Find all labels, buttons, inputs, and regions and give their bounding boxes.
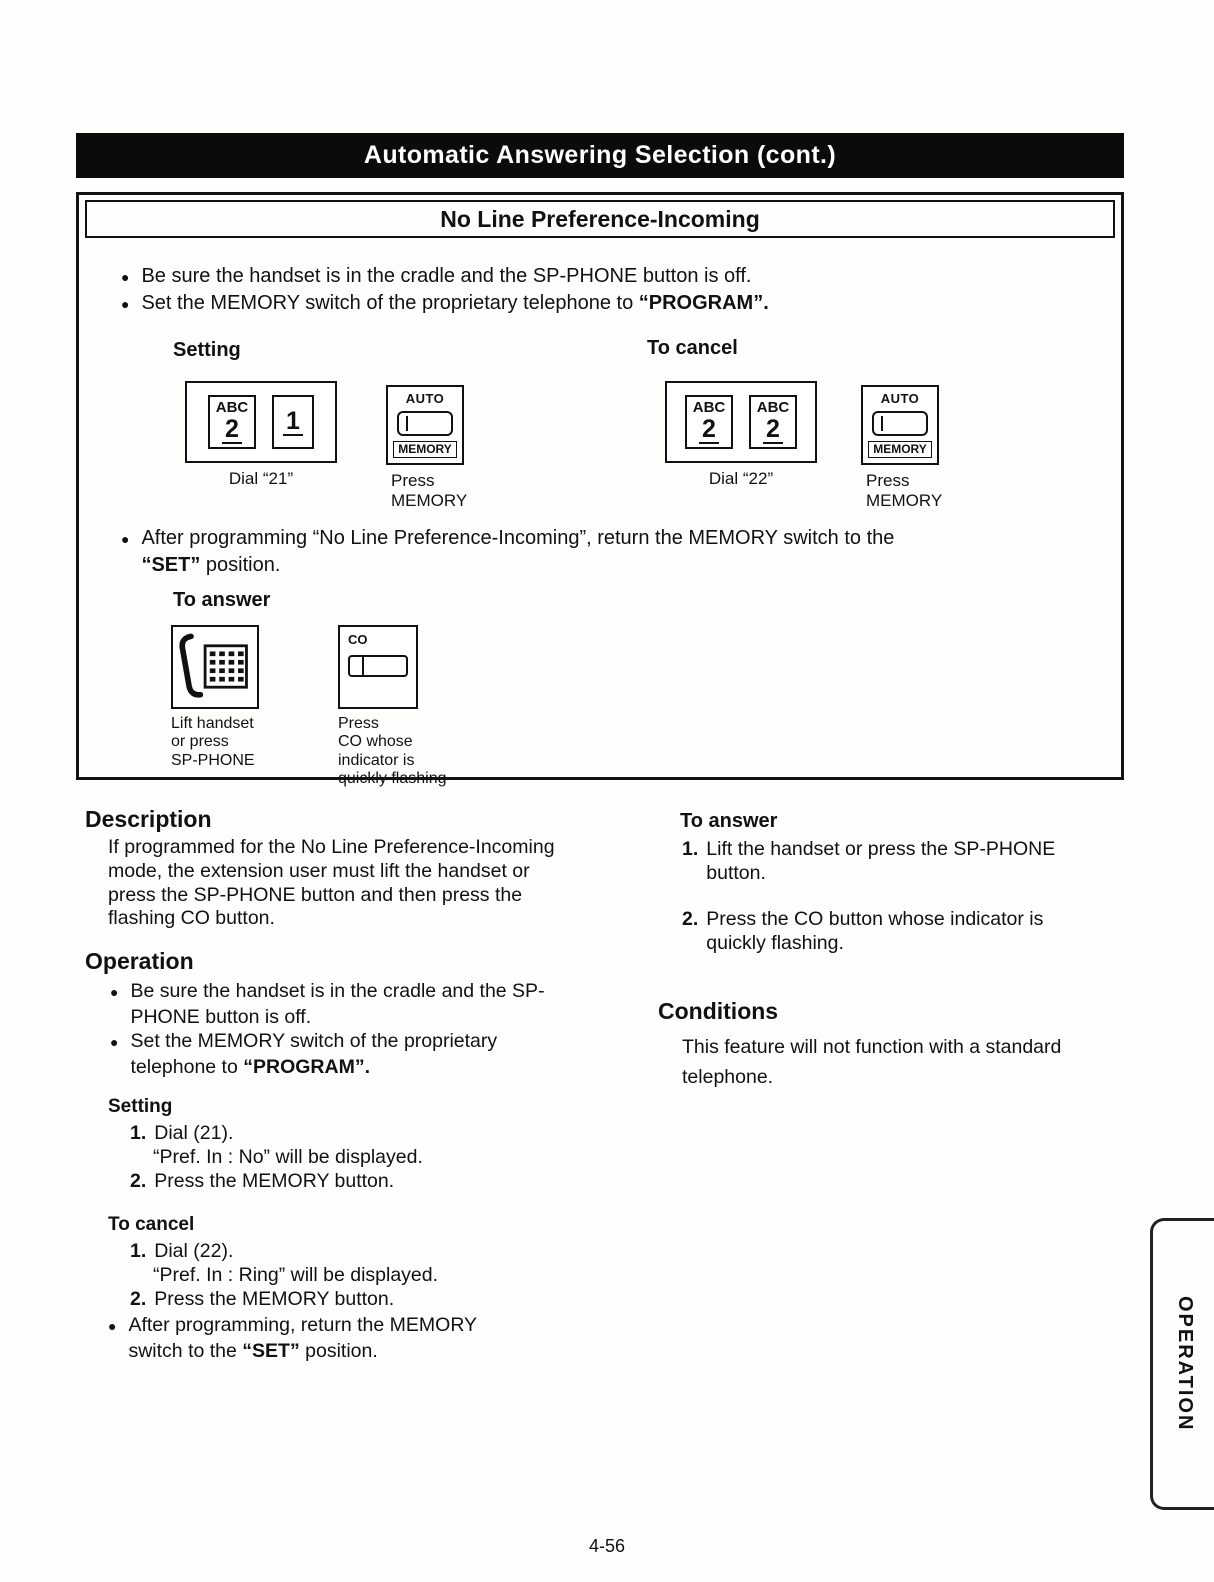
bullet-item (121, 290, 1081, 317)
step-row (130, 1240, 550, 1264)
answer-step-2 (682, 908, 1090, 956)
answer-label: To answer (173, 589, 271, 611)
bullet-item (110, 1028, 550, 1081)
bullet-item (108, 1312, 498, 1365)
step-number: 1. (130, 1240, 147, 1262)
bullet-text-post: position. (299, 1340, 378, 1363)
description-body: If programmed for the No Line Preference-Incoming mode, the extension user must lift the handset or press the SP-PHONE button and then press the flashing CO button. (108, 836, 555, 930)
bullet-icon: ● (110, 1034, 119, 1050)
step-text: Dial (21). (154, 1122, 234, 1144)
cancel-subheading: To cancel (108, 1214, 195, 1235)
phone-icon-box (171, 625, 259, 709)
after-line1: After programming “No Line Preference-Incoming”, return the MEMORY switch to the (141, 527, 895, 549)
key-2-label: 2 (763, 416, 783, 444)
step-number: 1. (130, 1122, 147, 1144)
step-number: 2. (130, 1169, 147, 1192)
bullet-item (121, 263, 1081, 290)
phone-icon (173, 627, 256, 706)
step-row (130, 1170, 550, 1194)
bullet-icon: ● (121, 296, 130, 312)
page-number: 4-56 (588, 1536, 626, 1556)
step-row (130, 1288, 550, 1312)
step-number: 2. (130, 1287, 147, 1310)
slider-notch-icon (881, 416, 883, 431)
bullet-text-plain: Set the MEMORY switch of the proprietary telephone to (141, 292, 639, 314)
description-heading: Description (85, 806, 212, 832)
bullet-text-plain: After programming, return the MEMORY switch to the (128, 1314, 477, 1363)
key-1-button (272, 395, 314, 449)
step-row (682, 838, 1090, 886)
key-2-button (749, 395, 797, 449)
step-text: Press the MEMORY button. (154, 1169, 395, 1192)
bullet-text (141, 290, 768, 317)
bullet-icon: ● (121, 531, 130, 547)
memory-slider-icon (872, 411, 928, 436)
answer-heading: To answer (680, 810, 778, 832)
caption-line: indicator is (338, 751, 415, 769)
key-2-button (208, 395, 256, 449)
panel-title-box (85, 200, 1115, 238)
after-post: position. (200, 554, 281, 576)
step-number: 1. (682, 838, 699, 860)
after-programming-bullet (121, 525, 1081, 579)
panel-bullets (121, 263, 1081, 317)
bullet-text-bold: “PROGRAM”. (638, 292, 769, 314)
step-text: Press the CO button whose indicator is quickly flashing. (706, 908, 1044, 954)
bullet-text (141, 525, 894, 579)
side-tab-label: OPERATION (1174, 1296, 1196, 1432)
step-number: 2. (682, 908, 699, 930)
auto-label: AUTO (880, 391, 920, 406)
memory-switch (386, 385, 464, 465)
step-row (682, 908, 1090, 956)
press-co-caption (338, 715, 447, 789)
step-note: “Pref. In : Ring” will be displayed. (153, 1263, 439, 1286)
slider-notch-icon (406, 416, 408, 431)
setting-steps (130, 1122, 550, 1193)
co-button-box (338, 625, 418, 709)
after-programming-note (108, 1312, 498, 1365)
feature-panel (76, 192, 1124, 788)
caption-line: Press (338, 715, 379, 732)
dial-21-keys (185, 381, 337, 463)
answer-step-1 (682, 838, 1090, 886)
bullet-text (128, 1312, 498, 1365)
step-text: Dial (22). (154, 1240, 234, 1262)
operation-heading: Operation (85, 948, 194, 974)
section-header (76, 133, 1124, 178)
bullet-text-bold: “PROGRAM”. (243, 1056, 370, 1079)
conditions-body: This feature will not function with a standard telephone. (682, 1036, 1062, 1089)
step-row (130, 1122, 550, 1146)
bullet-icon: ● (110, 984, 119, 1000)
bullet-item (110, 978, 550, 1031)
caption-line: or press (171, 733, 229, 751)
cancel-steps (130, 1240, 550, 1311)
key-1-label: 1 (283, 408, 303, 436)
co-button-icon (348, 655, 408, 677)
press-line: Press (391, 471, 435, 490)
bullet-text: Be sure the handset is in the cradle and the SP-PHONE button is off. (141, 265, 752, 287)
lift-handset-caption (171, 715, 255, 770)
setting-subheading: Setting (108, 1096, 173, 1117)
memory-line: MEMORY (391, 490, 468, 510)
bullet-icon: ● (121, 269, 130, 285)
press-memory-caption (391, 471, 467, 510)
operation-bullet-1 (110, 978, 550, 1031)
key-2-label: 2 (222, 416, 242, 444)
press-memory-caption (866, 471, 942, 510)
panel-title: No Line Preference-Incoming (440, 205, 760, 232)
memory-line: MEMORY (866, 490, 943, 510)
caption-line: quickly flashing (338, 770, 447, 788)
key-abc-label: ABC (215, 399, 249, 416)
co-label: CO (348, 632, 368, 647)
dial-22-keys (665, 381, 817, 463)
press-line: Press (866, 471, 910, 490)
bullet-text (130, 1028, 550, 1081)
key-2-label: 2 (699, 416, 719, 444)
key-2-button (685, 395, 733, 449)
bullet-text-bold: “SET” (242, 1340, 300, 1363)
memory-switch (861, 385, 939, 465)
caption-line: CO whose (338, 733, 413, 751)
dial-21-caption: Dial “21” (228, 469, 294, 488)
setting-label: Setting (173, 339, 241, 361)
auto-label: AUTO (405, 391, 445, 406)
step-text: Press the MEMORY button. (154, 1287, 395, 1310)
key-abc-label: ABC (756, 399, 790, 416)
conditions-heading: Conditions (658, 998, 779, 1024)
memory-label: MEMORY (868, 441, 932, 458)
bullet-text-plain: Set the MEMORY switch of the proprietary telephone to (130, 1030, 498, 1079)
after-bold: “SET” (141, 554, 201, 576)
caption-line: Lift handset (171, 715, 254, 732)
step-note: “Pref. In : No” will be displayed. (153, 1145, 423, 1168)
caption-line: SP-PHONE (171, 751, 255, 769)
dial-22-caption: Dial “22” (708, 469, 774, 488)
co-notch-icon (350, 657, 364, 675)
operation-bullet-2 (110, 1028, 550, 1081)
memory-slider-icon (397, 411, 453, 436)
section-title: Automatic Answering Selection (cont.) (363, 141, 837, 169)
bullet-item (121, 525, 1081, 579)
cancel-label: To cancel (647, 337, 738, 359)
key-abc-label: ABC (692, 399, 726, 416)
step-text: Lift the handset or press the SP-PHONE button. (706, 838, 1056, 884)
memory-label: MEMORY (393, 441, 457, 458)
operation-side-tab (1150, 1218, 1214, 1510)
bullet-icon: ● (108, 1318, 117, 1334)
bullet-text: Be sure the handset is in the cradle and the SP-PHONE button is off. (130, 980, 545, 1029)
